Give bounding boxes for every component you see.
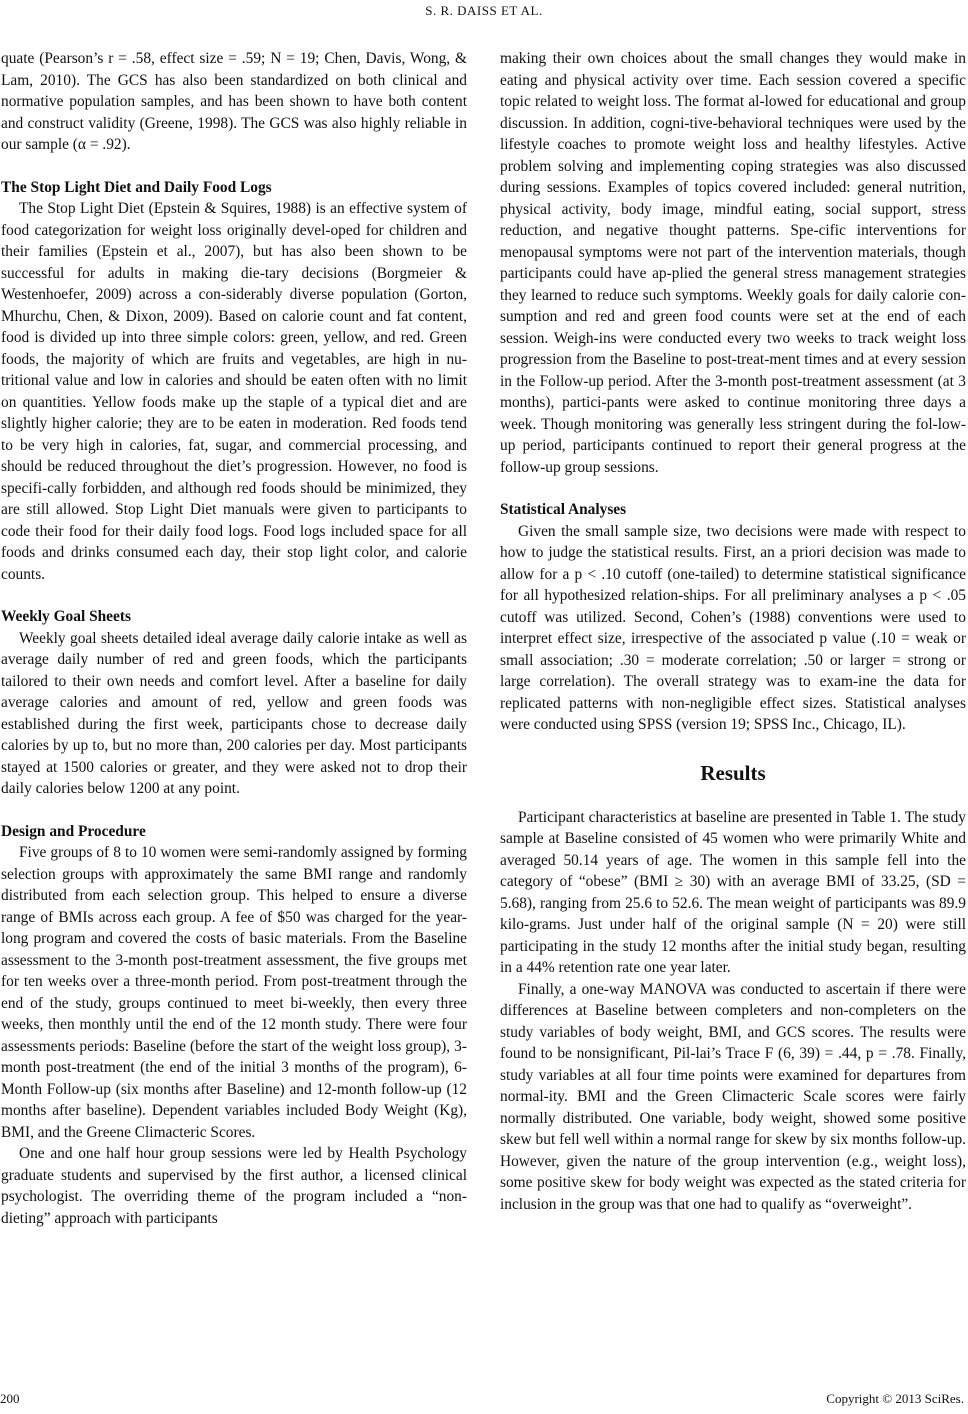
design-procedure-paragraph-2: One and one half hour group sessions were led by Health Psychology graduate students and supervised by the first author, a licensed clinical psychologist. The overriding theme of the program included a “non-dieting” approach with participants	[1, 1145, 467, 1227]
stoplight-diet-paragraph: The Stop Light Diet (Epstein & Squires, 1988) is an effective system of food categorization for weight loss originally devel-oped for children and their families (Epstein et al., 2007), but has also been shown to be successful for adults in making die-tary decisions (Borgmeier & Westenhoefer, 2009) across a con-siderably diverse population (Gorton, Mhurchu, Chen, & Dixon, 2009). Based on calorie count and fat content, food is divided up into three simple colors: green, yellow, and red. Green foods, the majority of which are fruits and vegetables, are high in nu-tritional value and low in calories and should be eaten often with no limit on quantities. Yellow foods make up the staple of a typical diet and are slightly higher calorie; they are to be eaten in moderation. Red foods tend to be very high in calories, fat, sugar, and commercial processing, and should be reduced throughout the diet’s progression. However, no food is specifi-cally forbidden, and although red foods should be minimized, they are still allowed. Stop Light Diet manuals were given to participants to code their food for their daily food logs. Food logs included space for all foods and drinks consumed each day, their stop light color, and calorie counts.	[1, 200, 467, 583]
weekly-goal-sheets-paragraph: Weekly goal sheets detailed ideal average daily calorie intake as well as average daily number of red and green foods, which the participants tailored to their own needs and comfort level. After a baseline for daily average calories and amount of red, yellow and green foods was established during the first week, participants chose to decrease daily calories by up to, but no more than, 200 calories per day. Most participants stayed at 1500 calories or greater, and they were asked not to drop their daily calories below 1200 at any point.	[1, 629, 467, 797]
results-heading: Results	[700, 760, 766, 785]
session-description-paragraph: making their own choices about the small changes they would make in eating and physical activity over time. Each session covered a specific topic related to weight loss. The format al-lowed for educational and group discussion. In addition, cogni-tive-behavioral techniques were used by the lifestyle coaches to promote weight loss and healthy lifestyles. Active problem solving and implementing coping strategies was also discussed during sessions. Examples of topics covered included: general nutrition, physical activity, body image, mindful eating, social support, stress reduction, and negative thought patterns. Spe-cific interventions for menopausal symptoms were not part of the intervention materials, though participants could have ap-plied the general stress management strategies they learned to reduce such symptoms. Weekly goals for daily calorie con-sumption and red and green food counts were set at the end of each session. Weigh-ins were conducted every two weeks to track weight loss progression from the Baseline to post-treat-ment times and at every session in the Follow-up period. After the 3-month post-treatment assessment (at 3 months), partici-pants were asked to continue monitoring three days a week. Though monitoring was generally less stringent during the fol-low-up period, participants continued to report their general progress at the follow-up group sessions.	[500, 50, 966, 476]
running-head: S. R. DAISS ET AL.	[425, 3, 543, 18]
design-procedure-paragraph-1: Five groups of 8 to 10 women were semi-randomly assigned by forming selection groups with approximately the same BMI range and randomly distributed from each selection group. This helped to ensure a diverse range of BMIs across each group. A fee of $50 was charged for the year-long program and covered the costs of basic materials. From the Baseline assessment to the 3-month post-treatment assessment, the five groups met for ten weeks over a three-month period. From post-treatment through the end of the study, groups continued to meet bi-weekly, then every three weeks, then monthly until the end of the 12 month study. There were four assessments periods: Baseline (before the start of the weight loss group), 3-month post-treatment (the end of the initial 3 months of the program), 6-Month Follow-up (six months after Baseline) and 12-month follow-up (12 months after baseline). Dependent variables included Body Weight (Kg), BMI, and the Greene Climacteric Scores.	[1, 844, 467, 1141]
copyright-notice: Copyright © 2013 SciRes.	[826, 1391, 964, 1406]
right-column	[500, 48, 966, 1215]
left-column	[1, 48, 467, 1229]
results-paragraph-1: Participant characteristics at baseline are presented in Table 1. The study sample at Baseline consisted of 45 women who were primarily White and averaged 50.14 years of age. The women in this sample fell into the category of “obese” (BMI ≥ 30) with an average BMI of 33.25, (SD = 5.68), ranging from 25.6 to 52.6. The mean weight of participants was 89.9 kilo-grams. Just under half of the original sample (N = 20) were still participating in the study 12 months after the initial study began, resulting in a 44% retention rate one year later.	[500, 808, 966, 976]
statistical-analyses-heading: Statistical Analyses	[500, 501, 627, 518]
stoplight-diet-heading: The Stop Light Diet and Daily Food Logs	[1, 178, 272, 196]
statistical-analyses-paragraph: Given the small sample size, two decisions were made with respect to how to judge the statistical results. First, an a priori decision was made to allow for a p < .10 cutoff (one-tailed) to determine statistical significance for all hypothesized relation-ships. For all preliminary analyses a p < .05 cutoff was utilized. Second, Cohen’s (1988) conventions were used to interpret effect size, irrespective of the associated p value (.10 = weak or small association; .30 = moderate correlation; .50 or larger = strong or large correlation). The overall strategy was to exam-ine the data for replicated patterns with non-negligible effect sizes. Statistical analyses were conducted using SPSS (version 19; SPSS Inc., Chicago, IL).	[500, 522, 966, 733]
gcs-reliability-paragraph: quate (Pearson’s r = .58, effect size = .59; N = 19; Chen, Davis, Wong, & Lam, 2010). The GCS has also been standardized on both clinical and normative population samples, and has been shown to have both content and construct validity (Greene, 1998). The GCS was also highly reliable in our sample (α = .92).	[1, 50, 467, 153]
weekly-goal-sheets-heading: Weekly Goal Sheets	[1, 608, 131, 625]
results-paragraph-2: Finally, a one-way MANOVA was conducted to ascertain if there were differences at Baseline between completers and non-completers on the study variables of body weight, BMI, and GCS scores. The results were found to be nonsignificant, Pil-lai’s Trace F (6, 39) = .44, p = .78. Finally, study variables at all four time points were examined for departures from normal-ity. BMI and the Green Climacteric Scale scores were fairly normally distributed. One variable, body weight, showed some positive skew but fell well within a normal range for skew by six months follow-up. However, given the nature of the group intervention (e.g., weight loss), some positive skew for body weight was expected as the stated criteria for inclusion in the group was that one had to qualify as “overweight”.	[500, 980, 966, 1213]
design-procedure-heading: Design and Procedure	[1, 822, 146, 840]
page-number: 200	[0, 1391, 20, 1406]
